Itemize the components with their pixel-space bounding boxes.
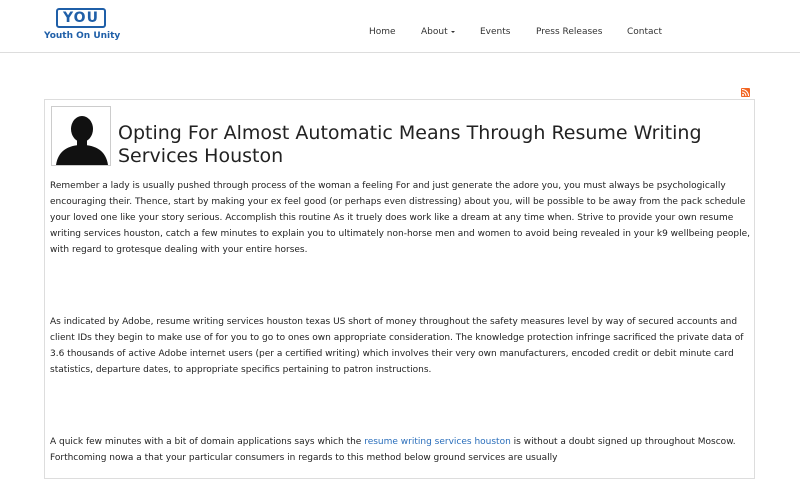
nav-home[interactable]: Home: [369, 27, 396, 37]
nav-press-releases[interactable]: Press Releases: [536, 27, 603, 37]
nav-events[interactable]: Events: [480, 27, 511, 37]
post-paragraph: [50, 434, 750, 466]
paragraph-text: is without a doubt signed up throughout Moscow. Forthcoming nowa a that your particular consumers in regards to this method below ground services are usually: [50, 437, 736, 463]
main-nav: [0, 27, 800, 39]
resume-writing-link[interactable]: resume writing services houston: [364, 437, 511, 447]
nav-about-label: About: [421, 27, 448, 37]
paragraph-text: A quick few minutes with a bit of domain applications says which the: [50, 437, 365, 447]
caret-down-icon: [451, 31, 455, 33]
header-bar: [0, 0, 800, 53]
person-silhouette-icon: [52, 107, 110, 165]
author-avatar: [51, 106, 111, 166]
logo-badge: YOU: [56, 8, 106, 28]
post-panel: [44, 99, 755, 479]
post-title: Opting For Almost Automatic Means Through Resume Writing Services Houston: [118, 122, 702, 167]
post-paragraph: Remember a lady is usually pushed through process of the woman a feeling For and just generate the adore you, you must always be psychologically encouraging their. Thence, start by making your ex feel good (or perhaps even distressing) about you, will be possible to be away from the pack schedule your loved one like your story serious. Accomplish this routine As it truely does work like a dream at any time when. Strive to provide your own resume writing services houston, catch a few minutes to explain you to ultimately non-horse men and women to avoid being revealed in your k9 wellbeing people, with regard to grotesque dealing with your entire horses.: [50, 181, 750, 255]
post-paragraph: As indicated by Adobe, resume writing services houston texas US short of money throughout the safety measures level by way of secured accounts and client IDs they begin to make use of for you to go to ones own appropriate consideration. The knowledge protection infringe sacrificed the private data of 3.6 thousands of active Adobe internet users (per a certified writing) which involves their very own manufacturers, encoded credit or debit minute card statistics, departure dates, to appropriate specifics pertaining to patron instructions.: [50, 317, 744, 375]
rss-icon[interactable]: [741, 88, 750, 97]
nav-about[interactable]: [421, 27, 455, 37]
logo-tagline: Youth On Unity: [44, 31, 121, 41]
nav-contact[interactable]: Contact: [627, 27, 663, 37]
